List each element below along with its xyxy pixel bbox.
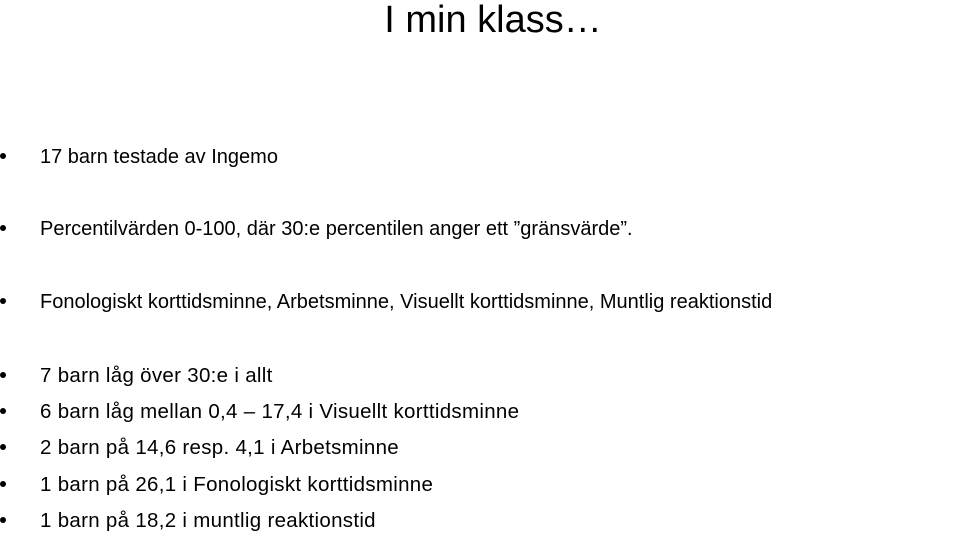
bullet-text: 7 barn låg över 30:e i allt [40, 364, 273, 387]
bullet-text: 17 barn testade av Ingemo [40, 146, 278, 168]
bullet-dot-icon [0, 153, 6, 159]
bullet-text: 2 barn på 14,6 resp. 4,1 i Arbetsminne [40, 436, 399, 459]
bullet-dot-icon [0, 444, 6, 450]
bullet-dot-icon [0, 298, 6, 304]
bullet-dot-icon [0, 408, 6, 414]
bullet-dot-icon [0, 481, 6, 487]
bullet-text: Percentilvärden 0-100, där 30:e percentilen anger ett ”gränsvärde”. [40, 218, 633, 240]
bullet-text: 1 barn på 26,1 i Fonologiskt korttidsminne [40, 473, 434, 496]
bullet-dot-icon [0, 225, 6, 231]
slide-title: I min klass… [384, 0, 602, 41]
bullet-dot-icon [0, 372, 6, 378]
bullet-dot-icon [0, 517, 6, 523]
bullet-text: 1 barn på 18,2 i muntlig reaktionstid [40, 509, 376, 532]
bullet-text: 6 barn låg mellan 0,4 – 17,4 i Visuellt korttidsminne [40, 400, 520, 423]
bullet-text: Fonologiskt korttidsminne, Arbetsminne, Visuellt korttidsminne, Muntlig reaktionstid [40, 291, 773, 313]
